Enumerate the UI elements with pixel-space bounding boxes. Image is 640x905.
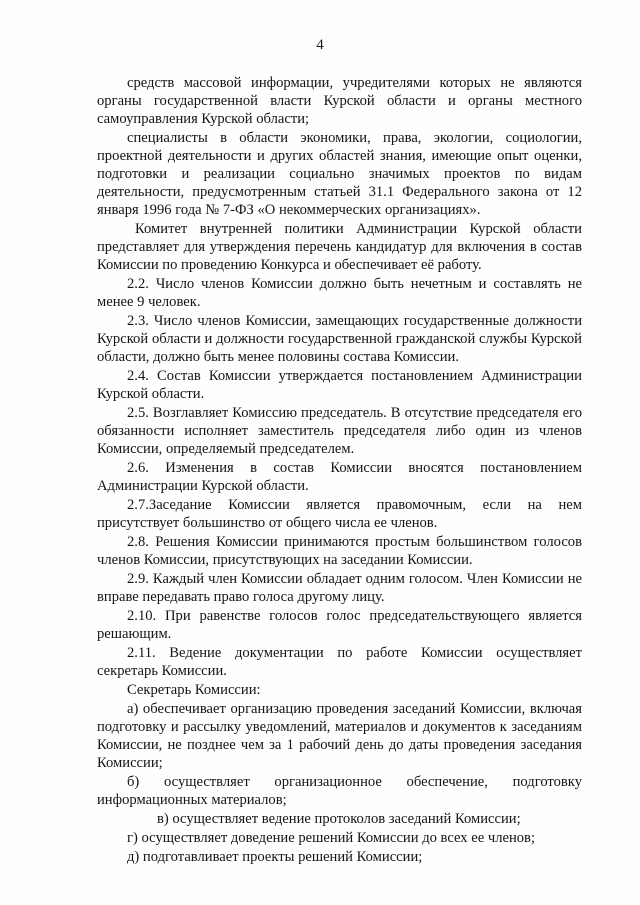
document-body bbox=[97, 74, 582, 867]
paragraph: 2.2. Число членов Комиссии должно быть нечетным и составлять не менее 9 человек. bbox=[97, 276, 582, 310]
list-item: в) осуществляет ведение протоколов заседаний Комиссии; bbox=[157, 811, 521, 827]
paragraph: Комитет внутренней политики Администрации Курской области представляет для утверждения перечень кандидатур для включения в состав Комиссии по проведению Конкурса и обеспечивает её работу. bbox=[97, 221, 582, 273]
paragraph: средств массовой информации, учредителями которых не являются органы государственной власти Курской области и органы местного самоуправления Курской области; bbox=[97, 75, 582, 127]
list-item: г) осуществляет доведение решений Комиссии до всех ее членов; bbox=[127, 830, 536, 846]
paragraph: 2.6. Изменения в состав Комиссии вносятся постановлением Администрации Курской области. bbox=[97, 460, 582, 494]
page-number: 4 bbox=[316, 37, 324, 53]
paragraph: 2.7.Заседание Комиссии является правомочным, если на нем присутствует большинство от общего числа ее членов. bbox=[97, 497, 582, 531]
paragraph: 2.10. При равенстве голосов голос председательствующего является решающим. bbox=[97, 608, 582, 642]
paragraph: 2.3. Число членов Комиссии, замещающих государственные должности Курской области и должности государственной гражданской службы Курской области, должно быть менее половины состава Комиссии. bbox=[97, 313, 582, 365]
paragraph: Секретарь Комиссии: bbox=[127, 682, 261, 698]
paragraph: 2.8. Решения Комиссии принимаются простым большинством голосов членов Комиссии, присутствующих на заседании Комиссии. bbox=[97, 534, 582, 568]
list-item: а) обеспечивает организацию проведения заседаний Комиссии, включая подготовку и рассылку уведомлений, материалов и документов к заседаниям Комиссии, не позднее чем за 1 рабочий день до даты проведения заседания Комиссии; bbox=[97, 701, 582, 771]
list-item: д) подготавливает проекты решений Комиссии; bbox=[127, 849, 423, 865]
list-item: б) осуществляет организационное обеспечение, подготовку информационных материалов; bbox=[97, 774, 582, 808]
paragraph: 2.4. Состав Комиссии утверждается постановлением Администрации Курской области. bbox=[97, 368, 582, 402]
paragraph: 2.9. Каждый член Комиссии обладает одним голосом. Член Комиссии не вправе передавать право голоса другому лицу. bbox=[97, 571, 582, 605]
paragraph: специалисты в области экономики, права, экологии, социологии, проектной деятельности и других областей знания, имеющие опыт оценки, подготовки и реализации социально значимых проектов по видам деятельности, предусмотренным статьей 31.1 Федерального закона от 12 января 1996 года № 7-ФЗ «О некоммерческих организациях». bbox=[97, 130, 582, 218]
paragraph: 2.11. Ведение документации по работе Комиссии осуществляет секретарь Комиссии. bbox=[97, 645, 582, 679]
paragraph: 2.5. Возглавляет Комиссию председатель. В отсутствие председателя его обязанности исполняет заместитель председателя либо один из членов Комиссии, определяемый председателем. bbox=[97, 405, 582, 457]
